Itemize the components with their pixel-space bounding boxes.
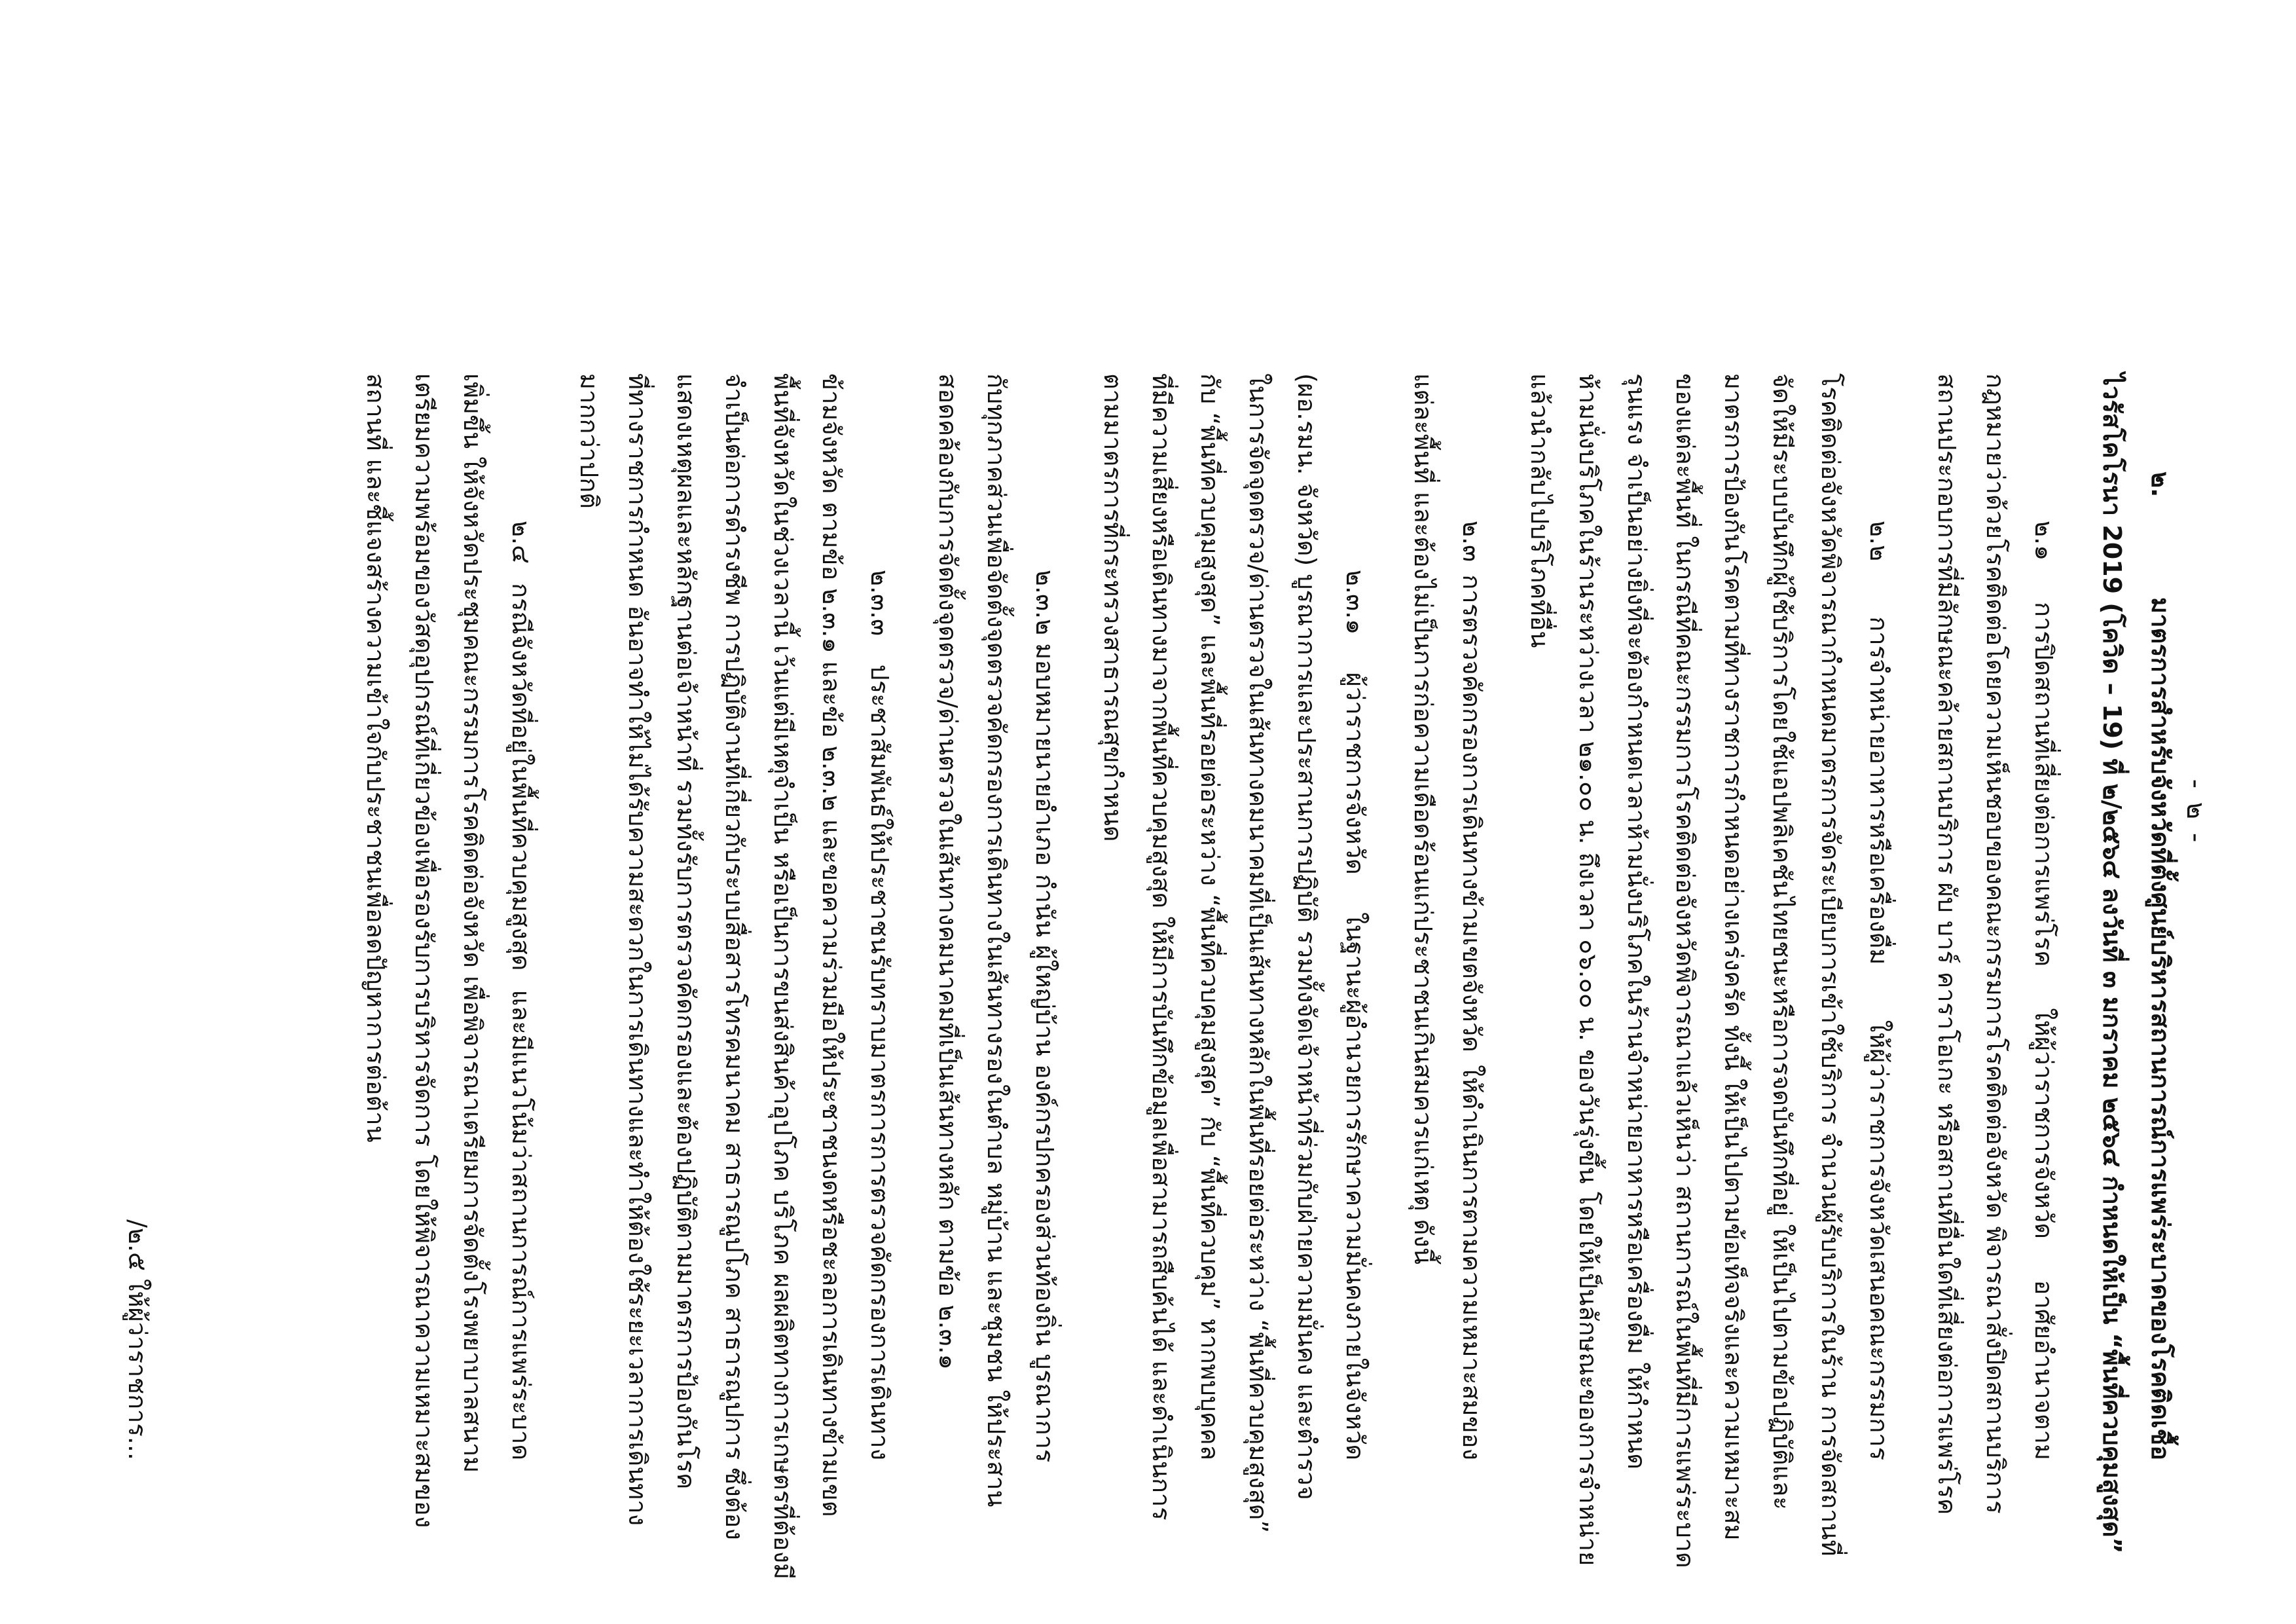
paragraph-gap (1903, 373, 1923, 1460)
text-line: ๒. มาตรการสำหรับจังหวัดที่ตั้งศูนย์บริหารสถานการณ์การแพร่ระบาดของโรคติดเชื้อ (2146, 471, 2175, 1460)
text-line: ที่มีความเสี่ยงหรือเดินทางมาจากพื้นที่ควบคุมสูงสุด ให้มีการบันทึกข้อมูลเพื่อสามารถสืบค้นได้ และดำเนินการ (1147, 373, 1176, 1521)
text-line: แสดงเหตุผลและหลักฐานต่อเจ้าหน้าที่ รวมทั้งรับการตรวจคัดกรองและต้องปฏิบัติตามมาตรการป้องกันโรค (672, 373, 701, 1490)
text-line: กับ “พื้นที่ควบคุมสูงสุด” และพื้นที่รอยต่อระหว่าง “พื้นที่ควบคุมสูงสุด” กับ “พื้นที่ควบคุม” หากพบบุคคล (1195, 373, 1224, 1460)
paragraph-gap (1069, 373, 1089, 1460)
paragraph-gap (545, 373, 565, 1460)
text-line: ๒.๑ การปิดสถานที่เสี่ยงต่อการแพร่โรค ให้ผู้ว่าราชการจังหวัด อาศัยอำนาจตาม (2030, 521, 2058, 1460)
text-line: โรคติดต่อจังหวัดพิจารณากำหนดมาตรการจัดระเบียบการเข้าใช้บริการ จำนวนผู้รับบริการในร้าน การจัดสถานที่ (1816, 373, 1845, 1557)
text-line: แล้วนำกลับไปบริโภคที่อื่น (1525, 373, 1554, 648)
text-line: ในการจัดจุดตรวจ/ด่านตรวจในเส้นทางคมนาคมที่เป็นเส้นทางหลักในพื้นที่รอยต่อระหว่าง “พื้นที่ควบคุมสูงสุด” (1244, 373, 1273, 1534)
continuation-footer: /๒.๕ ให้ผู้ว่าราชการ... (123, 1219, 152, 1460)
text-line: แต่ละพื้นที่ และต้องไม่เป็นการก่อความเดือดร้อนแก่ประชาชนเกินสมควรแก่เหตุ ดังนี้ (1409, 373, 1438, 1264)
text-line: พื้นที่จังหวัดในช่วงเวลานี้ เว้นแต่มีเหตุจำเป็น หรือเป็นการขนส่งสินค้าอุปโภค บริโภค ผลผลิตทางการเกษตรที่ต้องมี (769, 373, 797, 1580)
text-line: ข้ามจังหวัด ตามข้อ ๒.๓.๑ และข้อ ๒.๓.๒ และขอความร่วมมือให้ประชาชนงดหรือชะลอการเดินทางข้ามเขต (817, 373, 846, 1517)
text-line: กฎหมายว่าด้วยโรคติดต่อโดยความเห็นชอบของคณะกรรมการโรคติดต่อจังหวัด พิจารณาสั่งปิดสถานบริการ (1981, 373, 2010, 1514)
text-line: จัดให้มีระบบบันทึกผู้ใช้บริการโดยใช้แอปพลิเคชันไทยชนะหรือการจดบันทึกที่อยู่ ให้เป็นไปตามข้อปฏิบัติและ (1768, 373, 1796, 1510)
page-number: - ๒ - (2181, 779, 2211, 845)
text-line: ๒.๓.๓ ประชาสัมพันธ์ให้ประชาชนรับทราบมาตรการการตรวจคัดกรองการเดินทาง (866, 570, 894, 1460)
text-line: มากกว่าปกติ (575, 373, 604, 509)
text-line: ตามมาตรการที่กระทรวงสาธารณสุขกำหนด (1099, 373, 1127, 842)
text-line: ๒.๓.๒ มอบหมายนายอำเภอ กำนัน ผู้ใหญ่บ้าน องค์กรปกครองส่วนท้องถิ่น บูรณาการ (1030, 570, 1059, 1463)
text-line: สถานที่ และชี้แจงสร้างความเข้าใจกับประชาชนเพื่อลดปัญหาการต่อต้าน (361, 373, 390, 1143)
text-line: ของแต่ละพื้นที่ ในกรณีที่คณะกรรมการโรคติดต่อจังหวัดพิจารณาแล้วเห็นว่า สถานการณ์ในพื้นที่มีการแพร่ระบาด (1671, 373, 1700, 1568)
text-line: ๒.๓ การตรวจคัดกรองการเดินทางข้ามเขตจังหวัด ให้ดำเนินการตามความเหมาะสมของ (1457, 521, 1486, 1460)
document-body (352, 373, 2185, 1580)
text-line: เตรียมความพร้อมของวัสดุอุปกรณ์ที่เกี่ยวข้องเพื่อรองรับการบริหารจัดการ โดยให้พิจารณาความเหมาะสมของ (410, 373, 439, 1528)
text-line: เพิ่มขึ้น ให้จังหวัดประชุมคณะกรรมการโรคติดต่อจังหวัด เพื่อพิจารณาเตรียมการจัดตั้งโรงพยาบาลสนาม (458, 373, 487, 1473)
paragraph-gap (904, 373, 924, 1460)
paragraph-gap (2068, 373, 2088, 1460)
text-line: ห้ามนั่งบริโภคในร้านระหว่างเวลา ๒๑.๐๐ น. ถึงเวลา ๐๖.๐๐ น. ของวันรุ่งขึ้น โดยให้เป็นลักษณะของการจำหน่าย (1574, 373, 1603, 1566)
text-line: (ผอ.รมน. จังหวัด) บูรณาการและประสานการปฏิบัติ รวมทั้งจัดเจ้าหน้าที่ร่วมกับฝ่ายความมั่นคง และตำรวจ (1292, 373, 1321, 1500)
text-line: กับทุกภาคส่วนเพื่อจัดตั้งจุดตรวจคัดกรองการเดินทางในเส้นทางรองในตำบล หมู่บ้าน และชุมชน ให้ประสาน (982, 373, 1011, 1507)
text-line: สถานประกอบการที่มีลักษณะคล้ายสถานบริการ ผับ บาร์ คาราโอเกะ หรือสถานที่อื่นใดที่เสี่ยงต่อการแพร่โรค (1933, 373, 1961, 1515)
text-line: จำเป็นต่อการดำรงชีพ การปฏิบัติงานที่เกี่ยวกับระบบสื่อสารโทรคมนาคม สาธารณูปโภค สาธารณูปการ ซึ่งต้อง (720, 373, 749, 1540)
text-line: รุนแรง จำเป็นอย่างยิ่งที่จะต้องกำหนดเวลาห้ามนั่งบริโภคในร้านจำหน่ายอาหารหรือเครื่องดื่ม ให้กำหนด (1622, 373, 1651, 1469)
text-line: ไวรัสโคโรนา 2019 (โควิด – 19) ที่ ๒/๒๕๖๔ ลงวันที่ ๓ มกราคม ๒๕๖๔ กำหนดให้เป็น “พื้นที่ควบคุมสูงสุด” (2098, 373, 2126, 1554)
paragraph-gap (1496, 373, 1516, 1460)
text-line: สอดคล้องกับการจัดตั้งจุดตรวจ/ด่านตรวจในเส้นทางคมนาคมที่เป็นเส้นทางหลัก ตามข้อ ๒.๓.๑ (934, 373, 962, 1370)
text-line: ๒.๓.๑ ผู้ว่าราชการจังหวัด ในฐานะผู้อำนวยการรักษาความมั่นคงภายในจังหวัด (1341, 570, 1370, 1460)
text-line: ๒.๒ การจำหน่ายอาหารหรือเครื่องดื่ม ให้ผู้ว่าราชการจังหวัดเสนอคณะกรรมการ (1865, 521, 1893, 1460)
paragraph-gap (1379, 373, 1399, 1460)
text-line: มาตรการป้องกันโรคตามที่ทางราชการกำหนดอย่างเคร่งครัด ทั้งนี้ ให้เป็นไปตามข้อเท็จจริงและความเหมาะสม (1719, 373, 1748, 1541)
text-line: ๒.๔ กรณีจังหวัดที่อยู่ในพื้นที่ควบคุมสูงสุด และมีแนวโน้มว่าสถานการณ์การแพร่ระบาด (507, 521, 536, 1460)
text-line: ที่ทางราชการกำหนด อันอาจทำให้ไม่ได้รับความสะดวกในการเดินทางและทำให้ต้องใช้ระยะเวลาการเดินทาง (623, 373, 652, 1526)
